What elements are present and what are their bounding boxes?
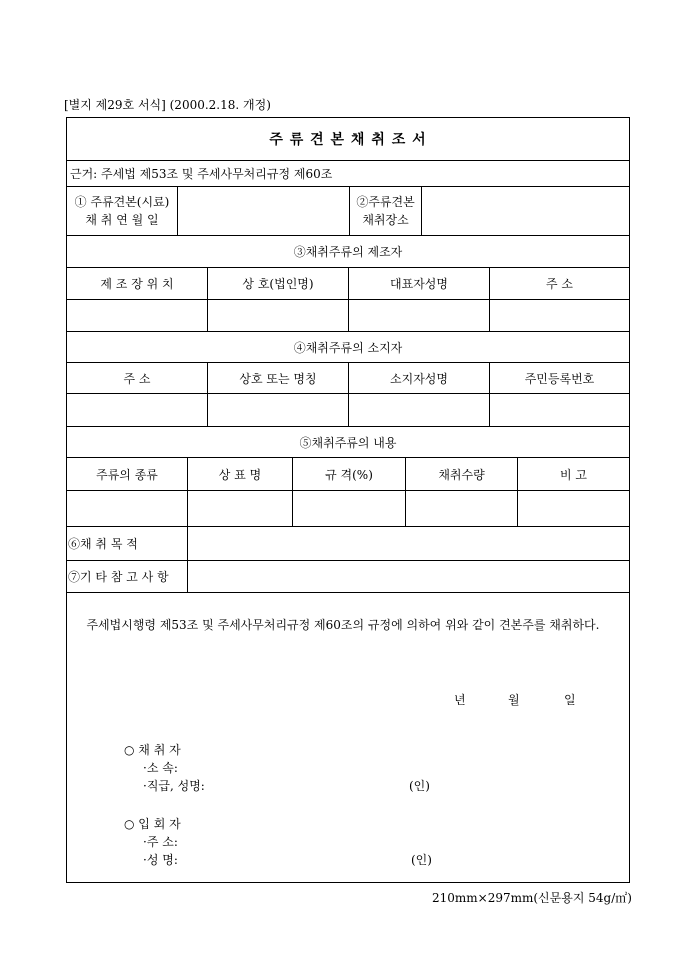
- manufacturer-header: 대표자성명: [348, 268, 489, 299]
- manufacturer-company-field[interactable]: [207, 300, 348, 331]
- quantity-field[interactable]: [405, 491, 517, 526]
- owner-header: 주민등록번호: [489, 363, 629, 393]
- manufacturer-title-row: [67, 236, 629, 268]
- declaration-text: 주세법시행령 제53조 및 주세사무처리규정 제60조의 규정에 의하여 위와 같이 견본주를 채취하다.: [86, 618, 600, 632]
- declaration-statement: [75, 615, 615, 635]
- owner-title-row: [67, 332, 629, 363]
- collector-title: ○ 채 취 자: [124, 743, 181, 757]
- content-header: 비 고: [517, 458, 629, 490]
- content-header: 상 표 명: [187, 458, 292, 490]
- owner-header-row: [67, 363, 629, 394]
- collection-place-label: [349, 187, 421, 235]
- purpose-label: ⑥채 취 목 적: [68, 537, 138, 551]
- owner-header: 주 소: [123, 371, 151, 386]
- remarks-field[interactable]: [517, 491, 629, 526]
- manufacturer-section-title: ③채취주류의 제조자: [293, 245, 403, 259]
- date-month-label: 월: [508, 693, 520, 707]
- form-title: 주 류 견 본 채 취 조 서: [269, 132, 427, 148]
- date-place-row: [67, 187, 629, 236]
- content-header: 주류의 종류: [96, 467, 158, 482]
- collection-date-field[interactable]: [177, 187, 349, 235]
- witness-name-label: ·성 명:: [143, 853, 178, 867]
- collection-date-label-line1: ① 주류견본(시료): [74, 195, 170, 209]
- owner-company-field[interactable]: [207, 394, 348, 426]
- brand-name-field[interactable]: [187, 491, 292, 526]
- owner-resident-number-field[interactable]: [489, 394, 629, 426]
- form-frame: [66, 117, 630, 883]
- collector-affiliation-label: ·소 속:: [143, 761, 178, 775]
- collection-place-label-line1: ②주류견본: [356, 195, 415, 209]
- declaration-area: [67, 593, 629, 882]
- owner-header: 소지자성명: [348, 363, 489, 393]
- content-header-row: [67, 458, 629, 491]
- manufacturer-header: 상 호(법인명): [207, 268, 348, 299]
- witness-address-label: ·주 소:: [143, 835, 178, 849]
- content-data-row: [67, 491, 629, 527]
- collector-position-name-label: ·직급, 성명:: [143, 779, 205, 793]
- content-section-title: ⑤채취주류의 내용: [299, 435, 397, 450]
- owner-name-field[interactable]: [348, 394, 489, 426]
- date-day-label: 일: [564, 693, 576, 707]
- manufacturer-header: 주 소: [489, 268, 629, 299]
- owner-data-row: [67, 394, 629, 427]
- collector-seal: (인): [409, 779, 430, 793]
- owner-section-title: ④채취주류의 소지자: [293, 340, 403, 355]
- manufacturer-header: 제 조 장 위 치: [100, 277, 174, 291]
- manufacturer-location-field[interactable]: [67, 300, 207, 331]
- manufacturer-representative-field[interactable]: [348, 300, 489, 331]
- manufacturer-data-row: [67, 300, 629, 332]
- notes-field[interactable]: [187, 561, 629, 592]
- title-row: [67, 118, 629, 161]
- purpose-row: [67, 527, 629, 561]
- content-header: 채취수량: [405, 458, 517, 490]
- witness-title: ○ 입 회 자: [124, 817, 181, 831]
- owner-address-field[interactable]: [67, 394, 207, 426]
- notes-row: [67, 561, 629, 593]
- content-header: 규 격(%): [292, 458, 405, 490]
- paper-spec: 210mm×297mm(신문용지 54g/㎡): [432, 891, 632, 905]
- manufacturer-header-row: [67, 268, 629, 300]
- manufacturer-address-field[interactable]: [489, 300, 629, 331]
- basis-row: [67, 161, 629, 187]
- specification-field[interactable]: [292, 491, 405, 526]
- collection-place-label-line2: 채취장소: [362, 213, 409, 227]
- liquor-type-field[interactable]: [67, 491, 187, 526]
- owner-header: 상호 또는 명칭: [207, 363, 348, 393]
- purpose-field[interactable]: [187, 527, 629, 560]
- form-number: [별지 제29호 서식] (2000.2.18. 개정): [64, 98, 271, 112]
- legal-basis: 근거: 주세법 제53조 및 주세사무처리규정 제60조: [70, 167, 333, 181]
- notes-label: ⑦기 타 참 고 사 항: [68, 570, 169, 584]
- date-year-label: 년: [454, 693, 466, 707]
- content-title-row: [67, 427, 629, 458]
- collection-date-label: [67, 187, 177, 235]
- collection-date-label-line2: 채 취 연 월 일: [85, 213, 159, 227]
- collection-place-field[interactable]: [421, 187, 629, 235]
- witness-seal: (인): [411, 853, 432, 867]
